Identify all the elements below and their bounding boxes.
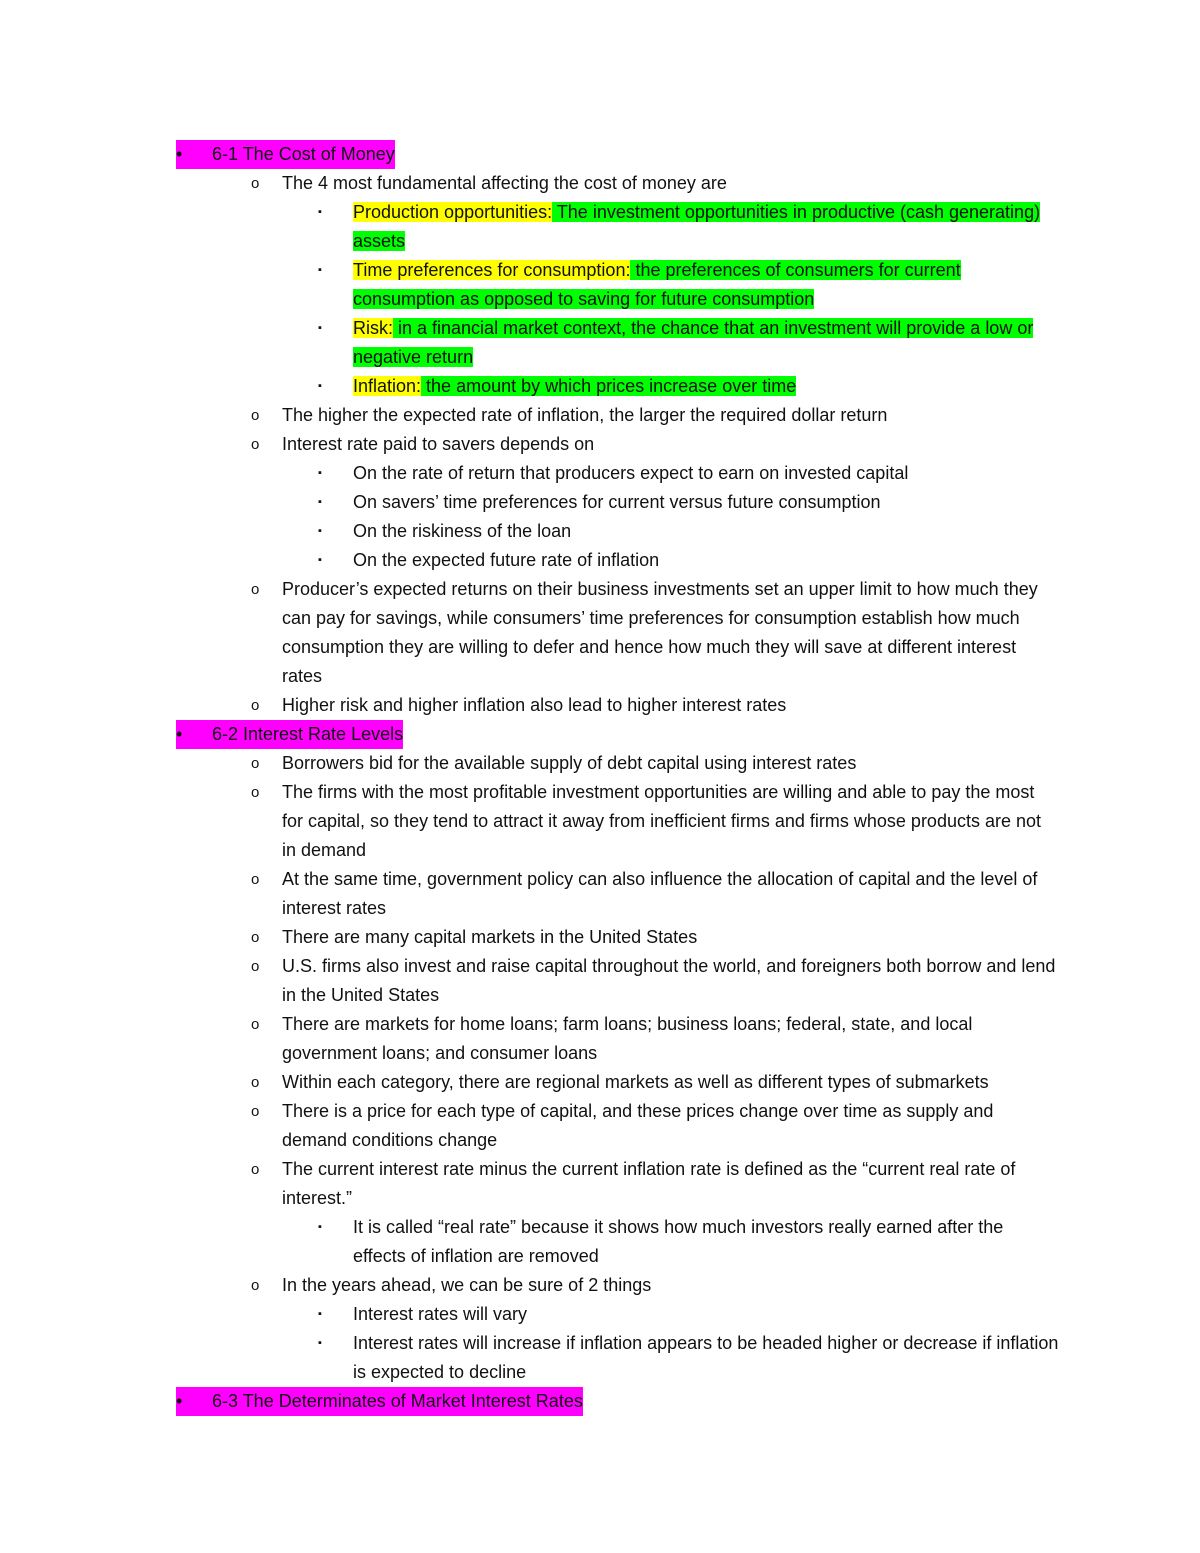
list-item-text: Higher risk and higher inflation also lead to higher interest rates: [282, 695, 787, 715]
bullet-marker: o: [251, 697, 260, 714]
sub-list-item-text: On the rate of return that producers expect to earn on invested capital: [353, 463, 909, 483]
bullet-marker: o: [251, 871, 260, 888]
bullet-marker: o: [251, 755, 260, 772]
list-item-text: The higher the expected rate of inflation, the larger the required dollar return: [282, 405, 888, 425]
list-item: [0, 691, 1200, 720]
list-item: [0, 1068, 1200, 1097]
bullet-marker: ▪: [318, 554, 322, 566]
bullet-marker: ▪: [318, 496, 322, 508]
sub-list-item-text: It is called “real rate” because it shows how much investors really earned after the effects of inflation are removed: [353, 1217, 1004, 1266]
sub-list-item-text: Interest rates will vary: [353, 1304, 528, 1324]
bullet-marker: ▪: [318, 467, 322, 479]
term-label: Inflation:: [353, 376, 422, 396]
sub-list-item: [0, 546, 1200, 575]
term-definition-text: the amount by which prices increase over time: [421, 376, 797, 396]
term-definition: [353, 198, 1060, 256]
bullet-marker: •: [176, 144, 183, 164]
sub-list-item-text: On the expected future rate of inflation: [353, 550, 660, 570]
list-item: [0, 401, 1200, 430]
sub-list-item: [0, 256, 1200, 314]
term-definition: [353, 372, 1060, 401]
bullet-marker: ▪: [318, 1221, 322, 1233]
list-item: [0, 1097, 1200, 1155]
bullet-marker: ▪: [318, 380, 322, 392]
sub-list-item: [0, 1300, 1200, 1329]
bullet-marker: ▪: [318, 264, 322, 276]
sub-list-item: [0, 488, 1200, 517]
bullet-marker: ▪: [318, 1337, 322, 1349]
sub-list-item: [0, 1213, 1200, 1271]
list-item-text: The 4 most fundamental affecting the cost of money are: [282, 173, 727, 193]
bullet-marker: o: [251, 407, 260, 424]
section-heading-row: [0, 1387, 1200, 1416]
list-item-text: The firms with the most profitable investment opportunities are willing and able to pay the most for capital, so they tend to attract it away from inefficient firms and firms whose products are not in demand: [282, 782, 1042, 860]
bullet-marker: o: [251, 436, 260, 453]
sub-list-item: [0, 314, 1200, 372]
list-item-text: Producer’s expected returns on their business investments set an upper limit to how much they can pay for savings, while consumers’ time preferences for consumption establish how much consumption they are willing to defer and hence how much they will save at different interest rates: [282, 579, 1038, 686]
term-label: Risk:: [353, 318, 393, 338]
list-item-text: The current interest rate minus the current inflation rate is defined as the “current real rate of interest.”: [282, 1159, 1016, 1208]
bullet-marker: o: [251, 784, 260, 801]
notes-outline: [0, 140, 1200, 1416]
sub-list-item: [0, 517, 1200, 546]
bullet-marker: o: [251, 175, 260, 192]
list-item: [0, 923, 1200, 952]
list-item: [0, 1010, 1200, 1068]
sub-list-item: [0, 1329, 1200, 1387]
bullet-marker: o: [251, 958, 260, 975]
sub-list-item-text: On the riskiness of the loan: [353, 521, 572, 541]
list-item-text: Borrowers bid for the available supply of debt capital using interest rates: [282, 753, 857, 773]
list-item: [0, 749, 1200, 778]
section-heading-row: [0, 720, 1200, 749]
list-item-text: In the years ahead, we can be sure of 2 things: [282, 1275, 652, 1295]
term-definition: [353, 314, 1060, 372]
bullet-marker: ▪: [318, 206, 322, 218]
list-item-text: At the same time, government policy can also influence the allocation of capital and the level of interest rates: [282, 869, 1038, 918]
section-heading-row: [0, 140, 1200, 169]
bullet-marker: o: [251, 1074, 260, 1091]
term-definition-text: the preferences of consumers for current consumption as opposed to saving for future consumption: [353, 260, 961, 309]
bullet-marker: o: [251, 929, 260, 946]
list-item-text: Within each category, there are regional markets as well as different types of submarkets: [282, 1072, 989, 1092]
term-label: Time preferences for consumption:: [353, 260, 631, 280]
bullet-marker: o: [251, 1016, 260, 1033]
list-item-text: There are many capital markets in the United States: [282, 927, 698, 947]
list-item: [0, 952, 1200, 1010]
list-item-text: There are markets for home loans; farm loans; business loans; federal, state, and local government loans; and consumer loans: [282, 1014, 973, 1063]
sub-list-item-text: On savers’ time preferences for current versus future consumption: [353, 492, 881, 512]
sub-list-item: [0, 372, 1200, 401]
bullet-marker: ▪: [318, 525, 322, 537]
section-heading: 6-1 The Cost of Money: [176, 140, 395, 169]
list-item-text: Interest rate paid to savers depends on: [282, 434, 595, 454]
list-item: [0, 430, 1200, 459]
term-label: Production opportunities:: [353, 202, 553, 222]
term-definition: [353, 256, 1060, 314]
section-heading: 6-2 Interest Rate Levels: [176, 720, 403, 749]
list-item: [0, 575, 1200, 691]
section-heading: 6-3 The Determinates of Market Interest Rates: [176, 1387, 583, 1416]
list-item: [0, 1155, 1200, 1213]
list-item-text: There is a price for each type of capital, and these prices change over time as supply and demand conditions change: [282, 1101, 994, 1150]
term-definition-text: in a financial market context, the chance that an investment will provide a low or negative return: [353, 318, 1034, 367]
bullet-marker: o: [251, 1161, 260, 1178]
bullet-marker: •: [176, 724, 183, 744]
term-definition-text: The investment opportunities in productive (cash generating) assets: [353, 202, 1041, 251]
list-item-text: U.S. firms also invest and raise capital throughout the world, and foreigners both borrow and lend in the United States: [282, 956, 1056, 1005]
sub-list-item-text: Interest rates will increase if inflation appears to be headed higher or decrease if inflation is expected to decline: [353, 1333, 1059, 1382]
bullet-marker: o: [251, 1103, 260, 1120]
bullet-marker: ▪: [318, 1308, 322, 1320]
bullet-marker: •: [176, 1391, 183, 1411]
bullet-marker: o: [251, 581, 260, 598]
bullet-marker: o: [251, 1277, 260, 1294]
sub-list-item: [0, 459, 1200, 488]
sub-list-item: [0, 198, 1200, 256]
list-item: [0, 865, 1200, 923]
list-item: [0, 1271, 1200, 1300]
list-item: [0, 778, 1200, 865]
bullet-marker: ▪: [318, 322, 322, 334]
list-item: [0, 169, 1200, 198]
